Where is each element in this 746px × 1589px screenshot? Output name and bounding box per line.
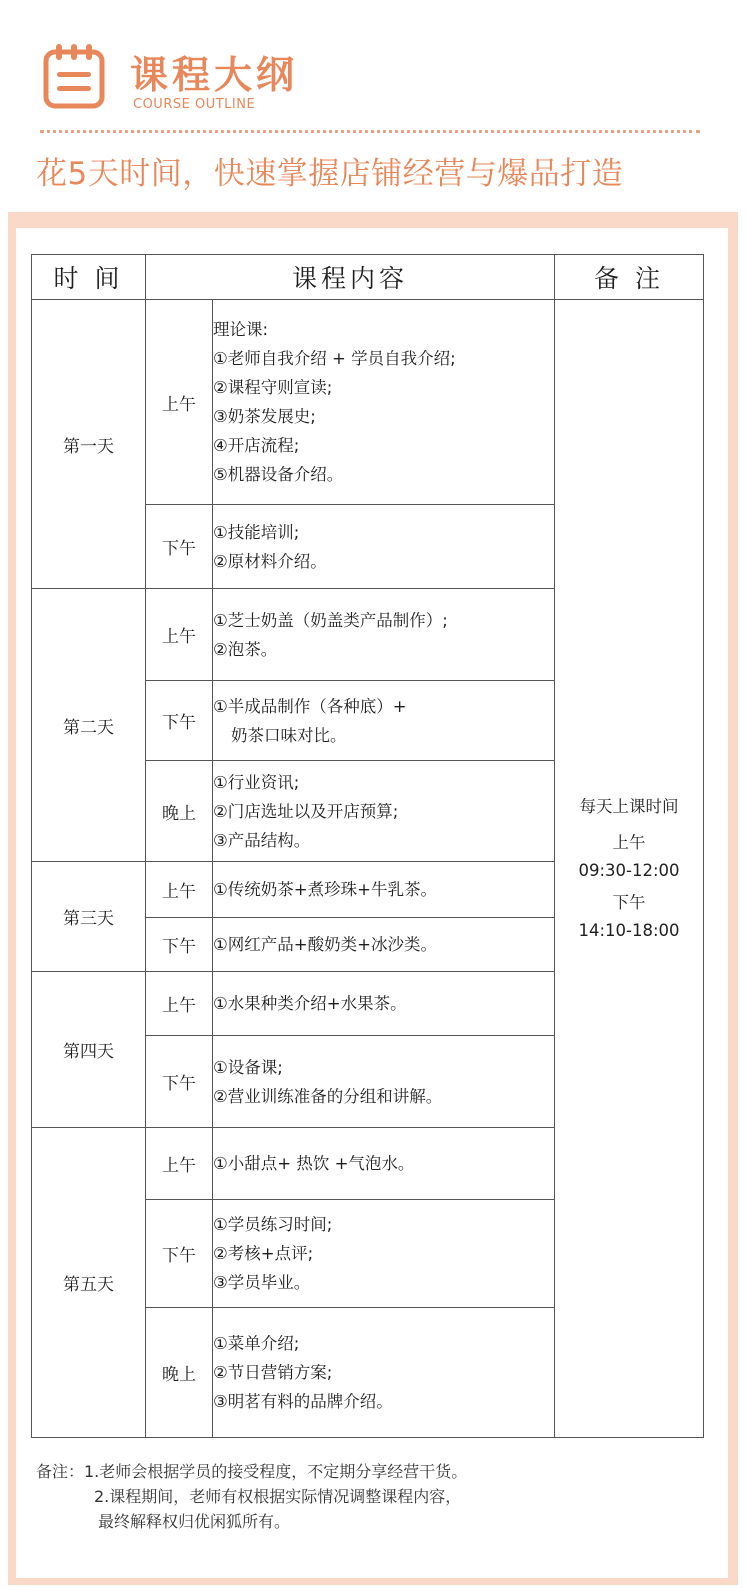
content-line: ②考核+点评; <box>213 1244 314 1263</box>
period-cell: 上午 <box>146 862 213 918</box>
period-cell: 下午 <box>146 918 213 972</box>
content-cell <box>213 1308 555 1438</box>
day-cell: 第五天 <box>32 1128 146 1438</box>
header-notes: 备 注 <box>555 255 704 300</box>
day-cell: 第四天 <box>32 972 146 1128</box>
period-cell: 下午 <box>146 1200 213 1308</box>
day-cell: 第一天 <box>32 300 146 589</box>
note-pm-label: 下午 <box>612 892 646 912</box>
header-time: 时 间 <box>32 255 146 300</box>
period-cell: 下午 <box>146 681 213 761</box>
footer-note-3: 最终解释权归优闲狐所有。 <box>98 1512 291 1531</box>
content-cell <box>213 589 555 681</box>
footer-note-1: 备注：1.老师会根据学员的接受程度，不定期分享经营干货。 <box>36 1462 468 1481</box>
content-line: ①菜单介绍; <box>213 1334 300 1353</box>
footer-note-2: 2.课程期间，老师有权根据实际情况调整课程内容， <box>94 1487 462 1506</box>
content-line: ②泡茶。 <box>213 639 278 659</box>
content-line: ①老师自我介绍 + 学员自我介绍; <box>213 349 456 368</box>
content-cell <box>213 918 555 972</box>
content-cell <box>213 505 555 589</box>
period-cell: 上午 <box>146 1128 213 1200</box>
content-line: ①芝士奶盖（奶盖类产品制作）; <box>213 610 448 630</box>
schedule-note-cell <box>555 300 704 1438</box>
content-line: ②节日营销方案; <box>213 1363 333 1382</box>
page-title: 课程大纲 <box>130 53 299 97</box>
header <box>0 0 746 210</box>
content-line: ⑤机器设备介绍。 <box>213 465 344 484</box>
day-cell: 第二天 <box>32 589 146 862</box>
page-title-english: COURSE OUTLINE <box>133 97 256 112</box>
content-cell <box>213 862 555 918</box>
content-line: ①设备课; <box>213 1057 283 1077</box>
dotted-divider <box>40 130 700 133</box>
day-cell: 第三天 <box>32 862 146 972</box>
content-cell <box>213 1128 555 1200</box>
content-line: ①行业资讯; <box>213 772 300 792</box>
period-cell: 下午 <box>146 1036 213 1128</box>
content-line: ①小甜点+ 热饮 +气泡水。 <box>213 1154 415 1173</box>
content-line: ①半成品制作（各种底）+ <box>213 696 407 716</box>
content-line: ②原材料介绍。 <box>213 551 327 571</box>
content-line: ③奶茶发展史; <box>213 407 316 426</box>
content-line: ③产品结构。 <box>213 830 311 850</box>
content-line: ①水果种类介绍+水果茶。 <box>213 994 407 1013</box>
content-line: ②门店选址以及开店预算; <box>213 801 399 821</box>
content-cell <box>213 1200 555 1308</box>
table-header-row <box>32 255 704 300</box>
document-list-icon <box>42 42 106 110</box>
content-line: ④开店流程; <box>213 436 300 455</box>
content-line: ①学员练习时间; <box>213 1215 333 1234</box>
content-cell <box>213 1036 555 1128</box>
content-cell <box>213 300 555 505</box>
period-cell: 上午 <box>146 589 213 681</box>
content-line: ③明茗有料的品牌介绍。 <box>213 1392 393 1411</box>
period-cell: 晚上 <box>146 761 213 862</box>
period-cell: 上午 <box>146 300 213 505</box>
header-content: 课程内容 <box>146 255 555 300</box>
period-cell: 下午 <box>146 505 213 589</box>
subtitle: 花5天时间，快速掌握店铺经营与爆品打造 <box>36 156 624 192</box>
content-line: ①技能培训; <box>213 522 300 542</box>
content-line: 奶茶口味对比。 <box>231 725 347 745</box>
period-cell: 晚上 <box>146 1308 213 1438</box>
content-line: 理论课: <box>213 320 269 339</box>
content-cell <box>213 761 555 862</box>
note-am-label: 上午 <box>612 832 646 852</box>
footer-notes <box>36 1459 716 1534</box>
content-cell <box>213 972 555 1036</box>
content-line: ②课程守则宣读; <box>213 378 333 397</box>
content-line: ③学员毕业。 <box>213 1273 311 1292</box>
table-row <box>32 300 704 505</box>
note-heading: 每天上课时间 <box>579 796 679 816</box>
course-outline-table <box>31 254 704 1438</box>
content-line: ①网红产品+酸奶类+冰沙类。 <box>213 935 437 954</box>
content-cell <box>213 681 555 761</box>
note-am-time: 09:30-12:00 <box>578 860 680 880</box>
content-line: ①传统奶茶+煮珍珠+牛乳茶。 <box>213 880 437 899</box>
period-cell: 上午 <box>146 972 213 1036</box>
note-pm-time: 14:10-18:00 <box>578 920 680 940</box>
content-line: ②营业训练准备的分组和讲解。 <box>213 1086 443 1106</box>
